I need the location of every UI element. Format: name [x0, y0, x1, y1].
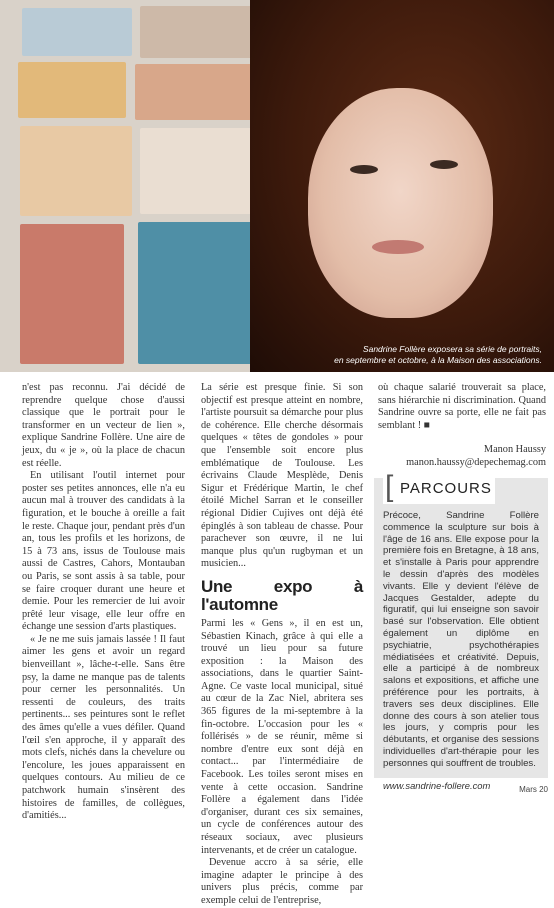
woman-face [308, 88, 493, 318]
caption-line: en septembre et octobre, à la Maison des associations. [334, 355, 542, 365]
photo-caption [334, 344, 542, 366]
bracket-icon: [ [385, 470, 394, 503]
parcours-header [383, 470, 495, 504]
paragraph: Devenue accro à sa série, elle imagine adapter le principe à des univers plus précis, comme par exemple celui de l'entreprise, [201, 857, 363, 906]
painting [22, 8, 132, 56]
page-footer: Mars 20 [519, 785, 548, 794]
painting [20, 126, 132, 216]
painting [138, 222, 264, 364]
article-column-1 [22, 382, 185, 823]
paragraph: n'est pas reconnu. J'ai décidé de reprendre quelque chose d'aussi classique que le portrait pour le transformer en un vecteur de lien », explique Sandrine Follère. Une aire de jeux, du « je », où la place de chacun est réelle. [22, 382, 185, 469]
parcours-text: Précoce, Sandrine Follère commence la sculpture sur bois à l'âge de 16 ans. Elle expose pour la première fois en Bretagne, à 18 ans, et s'installe à Paris pour apprendre le dessin d'après des modèles vivants. Elle y devient l'élève de Jacques Gestalder, adepte du figuratif, qui lui enseigne son savoir basé sur l'observation. Elle obtient également un diplôme en psychiatrie, psychothérapies médiatisées et créativité. Depuis, elle a participé à de nombreux salons et expositions, et affiche une préférence pour les portraits, à travers ses deux disciplines. Elle donne des cours à son atelier tous les jours, y compris pour les débutants, et organise des sessions individuelles d'art-thérapie pour les personnes qui souffrent de troubles. [383, 510, 539, 769]
painting [20, 224, 124, 364]
parcours-title: PARCOURS [400, 480, 492, 497]
painting [18, 62, 126, 118]
painting [140, 128, 258, 214]
painting [140, 6, 255, 58]
author-name: Manon Haussy [483, 444, 546, 456]
left-eye [350, 165, 378, 174]
author-email: manon.haussy@depechemag.com [406, 456, 546, 468]
article-column-2 [201, 382, 363, 908]
website-link[interactable]: www.sandrine-follere.com [383, 779, 491, 791]
lips [372, 240, 424, 254]
paragraph: Parmi les « Gens », il en est un, Sébastien Kinach, grâce à qui elle a trouvé un lieu pour sa future exposition : la Maison des associations, dans le quartier Saint-Agne. Ce vaste local municipal, situé au cœur de la Zac Niel, abritera ses 365 figures de la mi-septembre à la fin-octobre. L'occasion pour les « follérisés » de se réunir, même si nombre d'entre eux sont déjà en contact... par l'intermédiaire de Facebook. Les toiles seront mises en vente à cette occasion. Sandrine Follère a également dans l'idée d'organiser, durant ces six semaines, un cycle de conférences autour des réseaux sociaux, avec plusieurs intervenants, et de créer un catalogue. [201, 617, 363, 856]
right-eye [430, 160, 458, 169]
article-column-3 [378, 382, 546, 470]
paragraph: En utilisant l'outil internet pour poster ses petites annonces, elle n'a eu aucun mal à trouver des candidats à la figuration, et le bouche à oreille a fait le reste. Chaque jour, pendant près d'un an, tous les profils et les horizons, de 15 à 73 ans, issus de Toulouse mais aussi de Castres, Cahors, Montauban ou Paris, se sont assis à sa table, pour se faire croquer durant une heure et demie. Pour les remercier de lui avoir prêté leur visage, elle leur offre en échange une session d'arts plastiques. [22, 470, 185, 633]
paragraph: où chaque salarié trouverait sa place, sans hiérarchie ni discrimination. Quand Sandrine ouvre sa porte, elle ne fait pas semblant ! ■ [378, 382, 546, 431]
signature [378, 444, 546, 469]
paragraph: La série est presque finie. Si son objectif est presque atteint en nombre, l'artiste poursuit sa démarche pour plus de cohérence. Elle cherche désormais quelques « têtes de gondoles » pour que l'ensemble soit encore plus emblématique de Toulouse. Les écrivains Claude Mesplède, Denis Sigur et Frédérique Martin, le chef étoilé Michel Sarran et le conseiller régional Didier Cujives ont déjà été épinglés à son tableau de chasse. Pour parachever son œuvre, il ne lui manque plus qu'un rugbyman et un musicien... [201, 382, 363, 570]
portrait-photo [0, 0, 554, 372]
section-heading: Une expo à l'automne [201, 576, 363, 614]
caption-line: Sandrine Follère exposera sa série de portraits, [362, 344, 542, 354]
paragraph: « Je ne me suis jamais lassée ! Il faut aimer les gens et avoir un regard bienveillant », lâche-t-elle. Sans être psy, la dame ne manque pas de talents pour cerner les personnalités. Un ressenti de couleurs, des traits pertinents... ses peintures sont le reflet des âmes qu'elle a vues défiler. Quand l'œil s'en approche, il y apparaît des mots clefs, nichés dans la chevelure ou l'encolure, les joues apparaissent en quelques contours. Au milieu de ce patchwork humain s'insèrent des histoires de familles, de collègues, d'amitiés... [22, 633, 185, 822]
painting [135, 64, 255, 120]
